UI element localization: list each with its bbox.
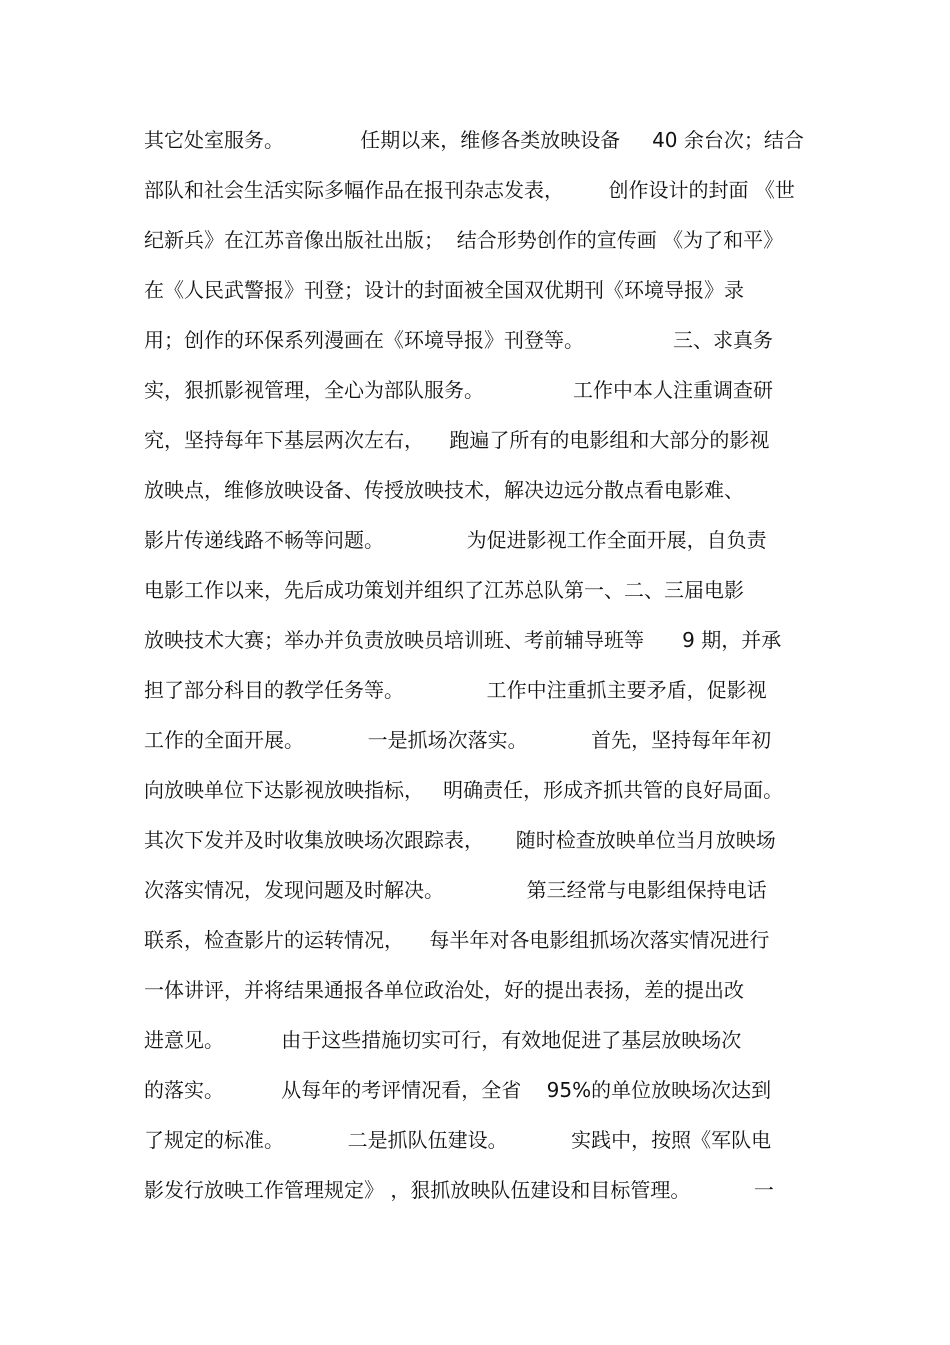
text-line: 影片传递线路不畅等问题。 为促进影视工作全面开展，自负责 [144,528,767,552]
text-line: 其它处室服务。 任期以来，维修各类放映设备 40 余台次；结合 [144,128,804,152]
text-line: 放映技术大赛；举办并负责放映员培训班、考前辅导班等 9 期，并承 [144,628,782,652]
text-line: 究，坚持每年下基层两次左右， 跑遍了所有的电影组和大部分的影视 [144,428,770,452]
text-line: 部队和社会生活实际多幅作品在报刊杂志发表， 创作设计的封面 《世 [144,178,795,202]
text-line: 在《人民武警报》刊登；设计的封面被全国双优期刊《环境导报》录 [144,278,744,302]
text-line: 了规定的标准。 二是抓队伍建设。 实践中，按照《军队电 [144,1128,772,1152]
text-line: 实，狠抓影视管理，全心为部队服务。 工作中本人注重调查研 [144,378,774,402]
text-line: 影发行放映工作管理规定》 ，狠抓放映队伍建设和目标管理。 一 [144,1178,774,1202]
text-line: 进意见。 由于这些措施切实可行，有效地促进了基层放映场次 [144,1028,742,1052]
text-line: 一体讲评，并将结果通报各单位政治处，好的提出表扬，差的提出改 [144,978,744,1002]
text-line: 担了部分科目的教学任务等。 工作中注重抓主要矛盾，促影视 [144,678,767,702]
text-line: 向放映单位下达影视放映指标， 明确责任，形成齐抓共管的良好局面。 [144,778,784,802]
text-line: 联系，检查影片的运转情况， 每半年对各电影组抓场次落实情况进行 [144,928,770,952]
text-line: 次落实情况，发现问题及时解决。 第三经常与电影组保持电话 [144,878,767,902]
text-line: 电影工作以来，先后成功策划并组织了江苏总队第一、二、三届电影 [144,578,744,602]
text-line: 工作的全面开展。 一是抓场次落实。 首先，坚持每年年初 [144,728,772,752]
text-line: 用；创作的环保系列漫画在《环境导报》刊登等。 三、求真务 [144,328,774,352]
text-line: 放映点，维修放映设备、传授放映技术，解决边远分散点看电影难、 [144,478,744,502]
text-line: 其次下发并及时收集放映场次跟踪表， 随时检查放映单位当月放映场 [144,828,776,852]
text-line: 纪新兵》在江苏音像出版社出版； 结合形势创作的宣传画 《为了和平》 [144,228,784,252]
text-line: 的落实。 从每年的考评情况看，全省 95%的单位放映场次达到 [144,1078,772,1102]
